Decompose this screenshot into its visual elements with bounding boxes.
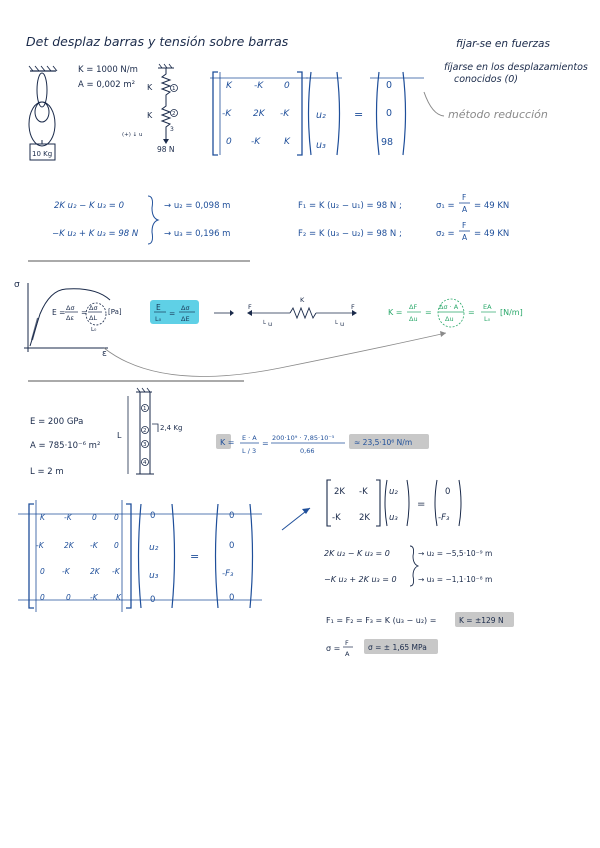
f2-v2: 0 bbox=[229, 541, 235, 551]
p2-a-given: A = 785·10⁻⁶ m² bbox=[30, 441, 101, 451]
spring-u-left: └ u bbox=[262, 320, 273, 328]
m1-r2c3: -K bbox=[280, 109, 290, 119]
modulus-def-lhs: E = bbox=[52, 308, 66, 317]
spring-force-right: F bbox=[351, 303, 355, 311]
rf-v1: 0 bbox=[445, 487, 451, 497]
f2-v3: -F₃ bbox=[222, 569, 234, 579]
bar-node-1: 1 bbox=[143, 406, 147, 412]
p1-force1: F₁ = K (u₂ − u₁) = 98 N ; bbox=[298, 201, 402, 211]
spring-label-k1: K bbox=[147, 83, 153, 92]
d1-u2: u₂ bbox=[316, 110, 326, 121]
stiffness-lhs: K = bbox=[388, 308, 403, 317]
m2-r2c4: 0 bbox=[114, 541, 119, 550]
a-given: A = 0,002 m² bbox=[78, 80, 136, 90]
rf-v2: -F₃ bbox=[438, 513, 450, 523]
p2-k-f1-top: E · A bbox=[242, 434, 257, 442]
f1-v1: 0 bbox=[386, 80, 393, 91]
rd-u3: u₃ bbox=[389, 513, 398, 523]
modulus-def-unit: [Pa] bbox=[108, 308, 122, 316]
modulus-def-under: L₀ bbox=[91, 327, 97, 333]
m2-r4c4: K bbox=[116, 593, 121, 602]
p2-eq1: 2K u₂ − K u₃ = 0 bbox=[324, 549, 390, 558]
page-title: Det desplaz barras y tensión sobre barras bbox=[26, 34, 289, 49]
p2-l-given: L = 2 m bbox=[30, 467, 64, 477]
note-displacements-1: fíjarse en los desplazamientos bbox=[444, 62, 588, 73]
p1-res2: → u₃ = 0,196 m bbox=[164, 229, 231, 239]
p2-force-result: K = ±129 N bbox=[459, 616, 504, 625]
p1-stress1-lhs: σ₁ = bbox=[436, 201, 455, 211]
m2-r4c3: -K bbox=[90, 593, 98, 602]
modulus-def-f1-bot: Δε bbox=[66, 314, 74, 322]
p1-eq2: −K u₂ + K u₃ = 98 N bbox=[52, 229, 139, 239]
spring-k-label: K bbox=[300, 296, 305, 304]
modulus-box-lhs-bot: L₀ bbox=[155, 315, 162, 323]
bar-node-3: 3 bbox=[143, 442, 147, 448]
p1-eq1: 2K u₂ − K u₃ = 0 bbox=[54, 201, 125, 211]
m2-r3c2: -K bbox=[62, 567, 70, 576]
modulus-def-f2-bot: ΔL bbox=[89, 314, 98, 322]
stiffness-f3-top: EA bbox=[483, 303, 492, 311]
node-2-label: 2 bbox=[172, 111, 176, 117]
f1-v3: 98 bbox=[381, 137, 394, 148]
stiffness-unit: [N/m] bbox=[500, 308, 523, 317]
p1-stress2-top: F bbox=[462, 221, 467, 230]
rm-r1c2: -K bbox=[359, 487, 368, 497]
d2-u2: u₂ bbox=[149, 543, 159, 553]
stiffness-eq2: = bbox=[468, 308, 475, 317]
spring-u-right: └ u bbox=[334, 320, 345, 328]
node-1-label: 1 bbox=[172, 86, 176, 92]
stiffness-f2-bot: Δu bbox=[445, 315, 454, 323]
m1-r2c2: 2K bbox=[253, 109, 265, 119]
p1-stress2-rhs: = 49 KN bbox=[474, 229, 510, 239]
m1-r3c2: -K bbox=[251, 137, 261, 147]
bar-load-label: 2,4 Kg bbox=[160, 424, 183, 432]
bar-node-4: 4 bbox=[143, 460, 147, 466]
node-3-side-label: (+) ↓ u bbox=[122, 132, 143, 138]
note-forces: fijar-se en fuerzas bbox=[456, 38, 550, 50]
p2-force-eq: F₁ = F₂ = F₃ = K (u₃ − u₂) = bbox=[326, 616, 437, 625]
p2-stress-result: σ = ± 1,65 MPa bbox=[368, 643, 427, 652]
stiffness-eq1: = bbox=[425, 308, 432, 317]
method-note: método reducción bbox=[448, 108, 548, 121]
m2-r1c1: K bbox=[40, 513, 45, 522]
p2-res2: → u₃ = −1,1·10⁻⁸ m bbox=[418, 575, 493, 584]
p2-res1: → u₂ = −5,5·10⁻⁹ m bbox=[418, 549, 493, 558]
m2-r2c2: 2K bbox=[64, 541, 74, 550]
rd-u2: u₂ bbox=[389, 487, 398, 497]
p2-k-result: ≈ 23,5·10⁶ N/m bbox=[354, 438, 413, 447]
modulus-box-top: Δσ bbox=[181, 304, 190, 312]
bar-node-2: 2 bbox=[143, 428, 147, 434]
p2-k-eq: = bbox=[262, 439, 269, 448]
modulus-box-bot: ΔE bbox=[181, 315, 190, 323]
f2-v1: 0 bbox=[229, 511, 235, 521]
stiffness-f3-bot: L₀ bbox=[484, 315, 491, 323]
eq1-equals: = bbox=[354, 108, 364, 121]
d2-u4: 0 bbox=[150, 595, 156, 605]
p2-k-lhs: K = bbox=[220, 438, 235, 447]
p2-stress-bot: A bbox=[345, 650, 350, 658]
p2-e-given: E = 200 GPa bbox=[30, 417, 84, 427]
m1-r1c2: -K bbox=[254, 81, 264, 91]
f1-v2: 0 bbox=[386, 108, 393, 119]
d2-u1: 0 bbox=[150, 511, 156, 521]
m2-r2c1: -K bbox=[36, 541, 44, 550]
spring-label-k2: K bbox=[147, 111, 153, 120]
axis-x-label: ε bbox=[102, 349, 107, 359]
k-given: K = 1000 N/m bbox=[78, 65, 138, 75]
red-equals: = bbox=[417, 499, 426, 510]
p1-stress2-bot: A bbox=[462, 233, 468, 242]
eq2-equals: = bbox=[190, 550, 200, 563]
m2-r1c2: -K bbox=[64, 513, 72, 522]
rm-r2c2: 2K bbox=[359, 513, 370, 523]
m2-r3c1: 0 bbox=[40, 567, 45, 576]
note-displacements-2: conocidos (0) bbox=[454, 74, 518, 85]
d1-u3: u₃ bbox=[316, 140, 326, 151]
p1-force2: F₂ = K (u₃ − u₂) = 98 N ; bbox=[298, 229, 402, 239]
axis-y-label: σ bbox=[14, 280, 20, 290]
p2-k-f2-top: 200·10⁹ · 7,85·10⁻⁵ bbox=[272, 434, 335, 442]
p1-stress1-bot: A bbox=[462, 205, 468, 214]
m1-r1c3: 0 bbox=[284, 81, 290, 91]
modulus-def-eq: = bbox=[81, 308, 88, 317]
m1-r3c1: 0 bbox=[226, 137, 232, 147]
mass-label: 10 Kg bbox=[32, 150, 53, 158]
modulus-box-lhs-top: E bbox=[156, 303, 161, 312]
m2-r3c3: 2K bbox=[90, 567, 100, 576]
m1-r2c1: -K bbox=[222, 109, 232, 119]
rm-r1c1: 2K bbox=[334, 487, 345, 497]
f2-v4: 0 bbox=[229, 593, 235, 603]
p1-stress1-top: F bbox=[462, 193, 467, 202]
stiffness-f1-top: ΔF bbox=[409, 303, 418, 311]
modulus-def-f1-top: Δσ bbox=[66, 304, 75, 312]
m2-r4c2: 0 bbox=[66, 593, 71, 602]
node-3-label: 3 bbox=[170, 126, 174, 133]
stiffness-f1-bot: Δu bbox=[409, 315, 418, 323]
m2-r2c3: -K bbox=[90, 541, 98, 550]
p2-k-f2-bot: 0,66 bbox=[300, 447, 315, 455]
p2-eq2: −K u₂ + 2K u₃ = 0 bbox=[324, 575, 397, 584]
m2-r4c1: 0 bbox=[40, 593, 45, 602]
applied-force-label: 98 N bbox=[157, 145, 175, 154]
m2-r3c4: -K bbox=[112, 567, 120, 576]
p2-stress-top: F bbox=[345, 639, 349, 647]
stiffness-f2-top: Δσ · A bbox=[439, 303, 459, 311]
m2-r1c3: 0 bbox=[92, 513, 97, 522]
modulus-def-f2-top: Δσ bbox=[89, 304, 98, 312]
m2-r1c4: 0 bbox=[114, 513, 119, 522]
p1-res1: → u₂ = 0,098 m bbox=[164, 201, 231, 211]
bar-length-label: L bbox=[117, 431, 122, 440]
m1-r1c1: K bbox=[226, 81, 232, 91]
d2-u3: u₃ bbox=[149, 571, 159, 581]
p1-stress1-rhs: = 49 KN bbox=[474, 201, 510, 211]
modulus-box-eq: = bbox=[169, 309, 176, 318]
rm-r2c1: -K bbox=[332, 513, 341, 523]
m1-r3c3: K bbox=[284, 137, 290, 147]
p1-stress2-lhs: σ₂ = bbox=[436, 229, 455, 239]
p2-k-f1-bot: L / 3 bbox=[242, 447, 257, 455]
p2-stress-lhs: σ = bbox=[326, 644, 341, 653]
spring-force-left: F bbox=[248, 303, 252, 311]
